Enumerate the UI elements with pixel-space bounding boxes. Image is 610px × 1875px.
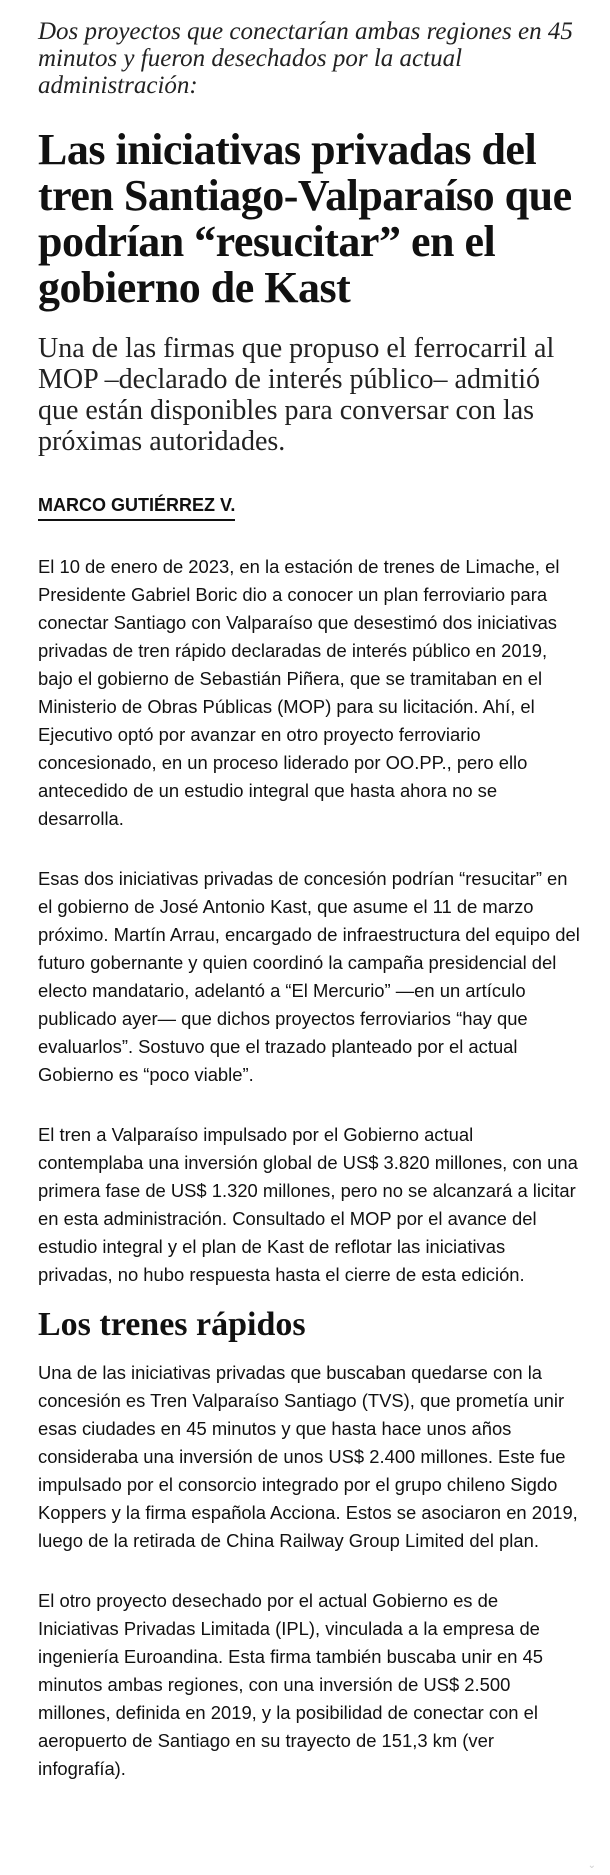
corner-chevron-icon: ⌄ bbox=[587, 1860, 596, 1871]
section-subheading: Los trenes rápidos bbox=[38, 1306, 306, 1343]
paragraph-4: Una de las iniciativas privadas que buscaban quedarse con la concesión es Tren Valparaíso Santiago (TVS), que prometía unir esas ciudades en 45 minutos y que hasta hace unos años consideraba una inversión de unos US$ 2.400 millones. Este fue impulsado por el consorcio integrado por el grupo chileno Sigdo Koppers y la firma española Acciona. Estos se asociaron en 2019, luego de la retirada de China Railway Group Limited del plan. bbox=[38, 1362, 578, 1551]
paragraph-1: El 10 de enero de 2023, en la estación de trenes de Limache, el Presidente Gabriel Boric dio a conocer un plan ferroviario para conectar Santiago con Valparaíso que desestimó dos iniciativas privadas de tren rápido declaradas de interés público en 2019, bajo el gobierno de Sebastián Piñera, que se tramitaban en el Ministerio de Obras Públicas (MOP) para su licitación. Ahí, el Ejecutivo optó por avanzar en otro proyecto ferroviario concesionado, en un proceso liderado por OO.PP., pero ello antecedido de un estudio integral que hasta ahora no se desarrolla. bbox=[38, 556, 560, 829]
paragraph-5: El otro proyecto desechado por el actual Gobierno es de Iniciativas Privadas Limitada (IPL), vinculada a la empresa de ingeniería Euroandina. Esta firma también buscaba unir en 45 minutos ambas regiones, con una inversión de US$ 2.500 millones, definida en 2019, y la posibilidad de conectar con el aeropuerto de Santiago en su trayecto de 151,3 km (ver infografía). bbox=[38, 1590, 544, 1779]
paragraph-3: El tren a Valparaíso impulsado por el Gobierno actual contemplaba una inversión global de US$ 3.820 millones, con una primera fase de US$ 1.320 millones, pero no se alcanzará a licitar en esta administración. Consultado el MOP por el avance del estudio integral y el plan de Kast de reflotar las iniciativas privadas, no hubo respuesta hasta el cierre de esta edición. bbox=[38, 1124, 578, 1285]
paragraph-2: Esas dos iniciativas privadas de concesión podrían “resucitar” en el gobierno de José Antonio Kast, que asume el 11 de marzo próximo. Martín Arrau, encargado de infraestructura del equipo del futuro gobernante y quien coordinó la campaña presidencial del electo mandatario, adelantó a “El Mercurio” —en un artículo publicado ayer— que dichos proyectos ferroviarios “hay que evaluarlos”. Sostuvo que el trazado planteado por el actual Gobierno es “poco viable”. bbox=[38, 868, 580, 1085]
article-kicker: Dos proyectos que conectarían ambas regiones en 45 minutos y fueron desechados por la actual administración: bbox=[38, 18, 573, 99]
article-dek: Una de las firmas que propuso el ferrocarril al MOP –declarado de interés público– admitió que están disponibles para conversar con las próximas autoridades. bbox=[38, 333, 555, 457]
author-byline-link[interactable]: MARCO GUTIÉRREZ V. bbox=[38, 495, 235, 521]
article-headline: Las iniciativas privadas del tren Santiago-Valparaíso que podrían “resucitar” en el gobierno de Kast bbox=[38, 125, 572, 312]
article bbox=[38, 18, 583, 1783]
